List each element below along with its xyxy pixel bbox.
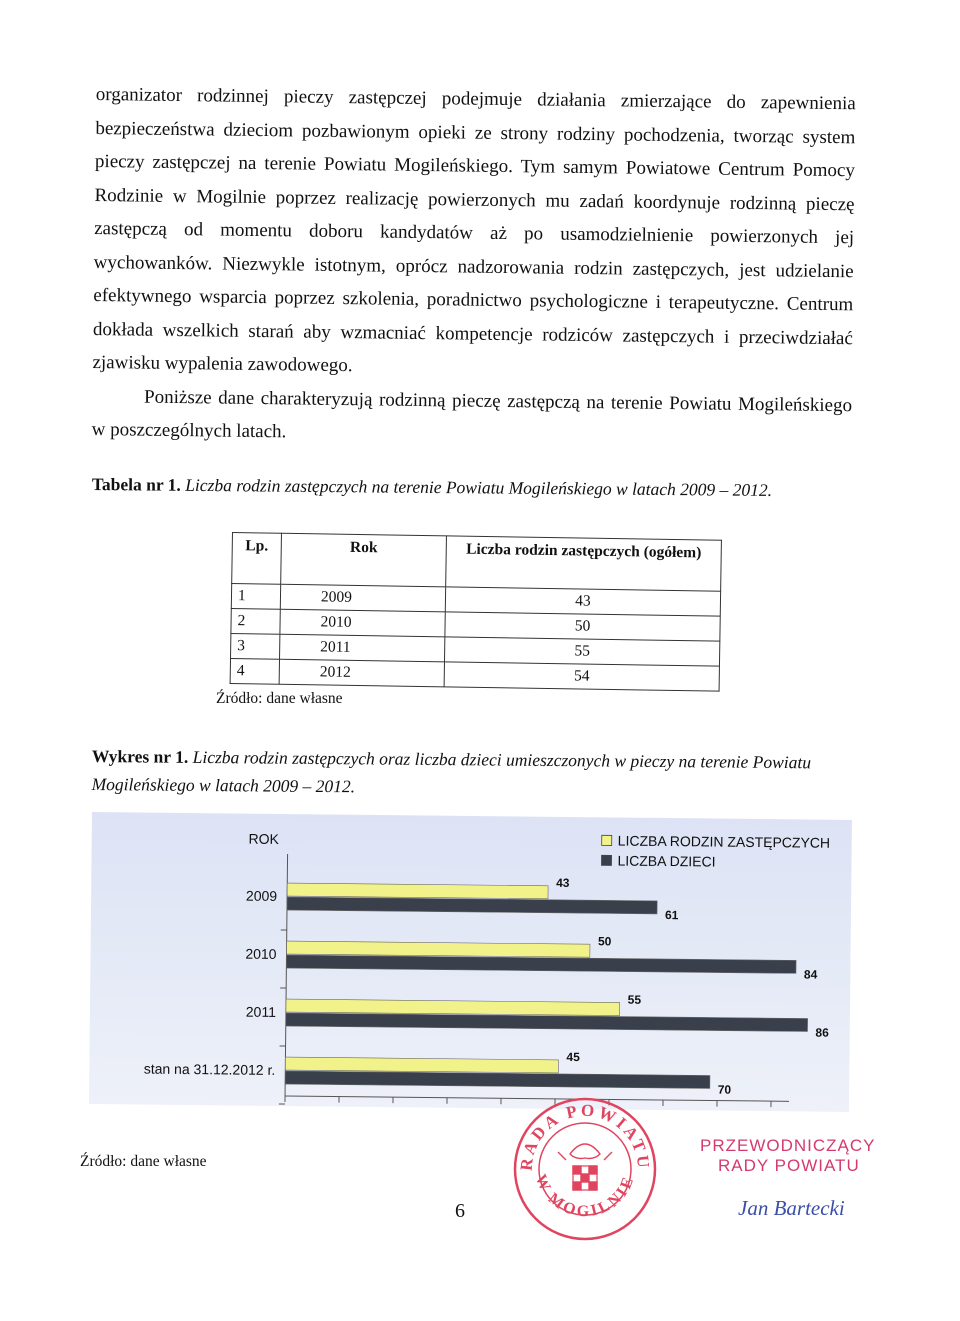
header-rok: Rok	[281, 533, 447, 587]
bar-families	[286, 999, 620, 1015]
legend-swatch	[601, 855, 611, 865]
bar-children	[285, 1071, 710, 1088]
category-label: 2010	[245, 945, 277, 962]
bar-families	[285, 1057, 558, 1073]
bar-families	[287, 883, 548, 899]
data-label: 84	[803, 967, 818, 982]
legend-entry: LICZBA RODZIN ZASTĘPCZYCH	[617, 832, 831, 851]
chart-caption	[92, 742, 872, 805]
page-number: 6	[455, 1200, 465, 1222]
chart-svg	[89, 812, 852, 1112]
bar-chart	[89, 812, 852, 1112]
cell-count: 55	[444, 637, 719, 666]
foster-families-table	[230, 532, 722, 692]
chart-caption-text: Liczba rodzin zastępczych oraz liczba dzieci umieszczonych w pieczy na terenie Powiatu Mogileńskiego w latach 2009 – 2012.	[91, 746, 812, 797]
header-count: Liczba rodzin zastępczych (ogółem)	[446, 536, 722, 591]
table-source: Źródło: dane własne	[216, 690, 343, 707]
stamp-top-text: RADA POWIATU	[516, 1100, 654, 1172]
legend-swatch	[602, 835, 612, 845]
body-text	[91, 78, 855, 456]
stamp-bottom-text: W MOGILNIE	[531, 1172, 639, 1221]
category-label: stan na 31.12.2012 r.	[143, 1060, 276, 1078]
cell-lp: 4	[230, 658, 279, 684]
data-label: 86	[815, 1025, 829, 1040]
cell-lp: 1	[231, 584, 280, 610]
signature-title-line2: RADY POWIATU	[718, 1156, 860, 1175]
data-label: 70	[717, 1082, 732, 1097]
chairman-signature-block	[700, 1136, 876, 1218]
eagle-emblem-icon	[558, 1144, 612, 1190]
bar-children	[286, 955, 796, 973]
chart-source: Źródło: dane własne	[80, 1153, 207, 1170]
table-header-row	[232, 533, 722, 592]
chart-label: Wykres nr 1.	[91, 745, 189, 767]
paragraph-1: organizator rodzinnej pieczy zastępczej podejmuje działania zmierzające do zapewnienia bezpieczeństwa dzieciom pozbawionym opieki ze strony rodziny pochodzenia, tworząc system pieczy zastępczej na terenie Powiatu Mogileńskiego. Tym samym Powiatowe Centrum Pomocy Rodzinie w Mogilnie poprzez realizację powierzonych mu zadań koordynuje rodzinną pieczę zastępczą od momentu doboru kandydatów aż po usamodzielnienie powierzonych jej wychowanków. Niezwykle istotnym, oprócz nadzorowania rodzin zastępczych, jest udzielanie efektywnego wsparcia poprzez szkolenia, poradnictwo psychologiczne i terapeutyczne. Centrum dokłada wszelkich starań aby wzmacniać kompetencje rodziców zastępczych i przeciwdziałać zjawisku wypalenia zawodowego.	[92, 83, 856, 377]
cell-count: 54	[444, 662, 719, 691]
data-label: 55	[627, 992, 642, 1007]
header-lp: Lp.	[232, 533, 282, 585]
category-label: 2011	[245, 1003, 277, 1020]
category-axis-label: ROK	[248, 830, 279, 847]
bar-families	[287, 941, 590, 957]
cell-year: 2010	[280, 609, 445, 637]
table-label: Tabela nr 1.	[91, 473, 181, 495]
category-label: 2009	[245, 887, 278, 904]
cell-count: 50	[445, 612, 720, 641]
signature-title-line1: PRZEWODNICZĄCY	[700, 1136, 876, 1155]
signature-name: Jan Bartecki	[738, 1196, 845, 1220]
legend-entry: LICZBA DZIECI	[617, 852, 716, 870]
data-label: 50	[597, 934, 612, 949]
table-caption-text: Liczba rodzin zastępczych na terenie Powiatu Mogileńskiego w latach 2009 – 2012.	[185, 474, 773, 500]
cell-lp: 3	[231, 633, 280, 659]
bar-children	[287, 897, 657, 914]
data-label: 61	[664, 908, 679, 923]
cell-year: 2009	[280, 584, 445, 612]
data-label: 43	[556, 875, 570, 891]
cell-lp: 2	[231, 608, 280, 634]
council-stamp	[510, 1094, 660, 1244]
paragraph-2: Poniższe dane charakteryzują rodzinną pieczę zastępczą na terenie Powiatu Mogileńskiego w poszczególnych latach.	[91, 386, 853, 443]
cell-year: 2011	[280, 634, 445, 662]
cell-count: 43	[445, 587, 720, 616]
data-label: 45	[566, 1049, 580, 1065]
cell-year: 2012	[279, 659, 444, 687]
table-caption	[92, 470, 872, 505]
bar-children	[286, 1013, 808, 1031]
